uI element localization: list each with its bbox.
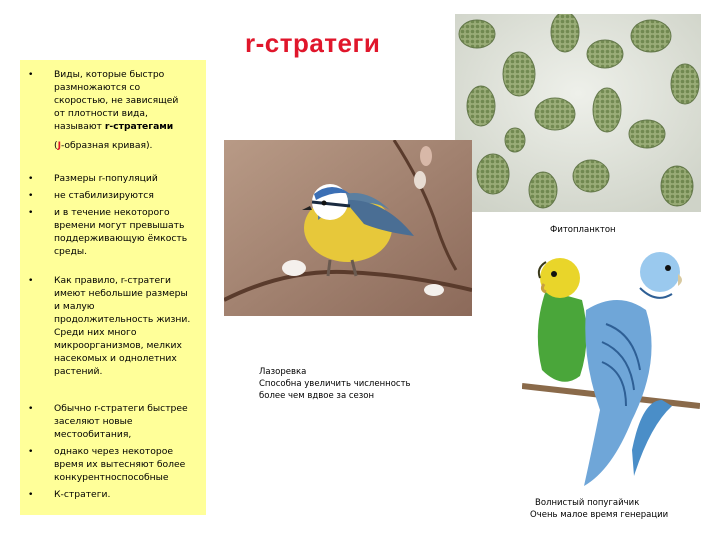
bullet-text: и в течение некоторого времени могут превышать поддерживающую ёмкость среды. [54, 207, 188, 257]
phytoplankton-caption: Фитопланктон [550, 225, 616, 235]
bullet-dot: • [28, 190, 34, 201]
budgerigar-caption-name: Волнистый попугайчик [535, 498, 640, 508]
bullet-text: Размеры r-популяций [54, 173, 158, 184]
budgerigar-caption-line: Очень малое время генерации [530, 510, 669, 520]
bullet-dot: • [28, 207, 34, 218]
phytoplankton-illustration [455, 14, 701, 212]
bullet-dot: • [28, 403, 34, 414]
bullet-item [28, 68, 206, 152]
bullet-text: не стабилизируются [54, 190, 154, 201]
bullet-dot: • [28, 489, 34, 500]
bullet-text: Обычно r-стратеги быстрее заселяют новые местообитания, [54, 403, 188, 440]
blue-tit-caption-name: Лазоревка [259, 367, 307, 377]
bullet-dot: • [28, 173, 34, 184]
blue-tit-image [224, 140, 472, 316]
paren: ( [54, 140, 58, 151]
j-letter: J [57, 140, 62, 151]
bullet-text: Как правило, r-стратеги имеют небольшие размеры и малую продолжительность жизни. Среди них много микроорганизмов, мелких насекомых и однолетних растений. [54, 275, 191, 377]
bullet-text: К-стратеги. [54, 489, 111, 500]
bullet-item [28, 488, 206, 501]
bullet-item [28, 189, 206, 202]
blue-tit-illustration [224, 140, 472, 316]
bullet-text: однако через некоторое время их вытесняют более конкурентноспособные [54, 446, 186, 483]
blue-tit-caption-line: более чем вдвое за сезон [259, 391, 375, 401]
bullet-item [28, 274, 206, 378]
bullet-dot: • [28, 446, 34, 457]
bullet-item [28, 445, 206, 484]
bullet-item [28, 206, 206, 258]
bullet-item [28, 402, 206, 441]
bullet-dot: • [28, 69, 34, 80]
text-panel [20, 60, 206, 515]
budgerigar-image [522, 250, 700, 490]
blue-tit-caption-line: Способна увеличить численность [259, 379, 411, 389]
bullet-bold-term: r-стратегами [104, 121, 174, 132]
budgerigar-illustration [522, 250, 700, 490]
phytoplankton-image [455, 14, 701, 212]
bullet-dot: • [28, 275, 34, 286]
slide-title: r-стратеги [245, 28, 381, 58]
bullet-text: -образная кривая). [61, 140, 153, 151]
bullet-text: Виды, которые быстро размножаются со скоростью, не зависящей от плотности вида, называют [54, 69, 179, 132]
bullet-item [28, 172, 206, 185]
